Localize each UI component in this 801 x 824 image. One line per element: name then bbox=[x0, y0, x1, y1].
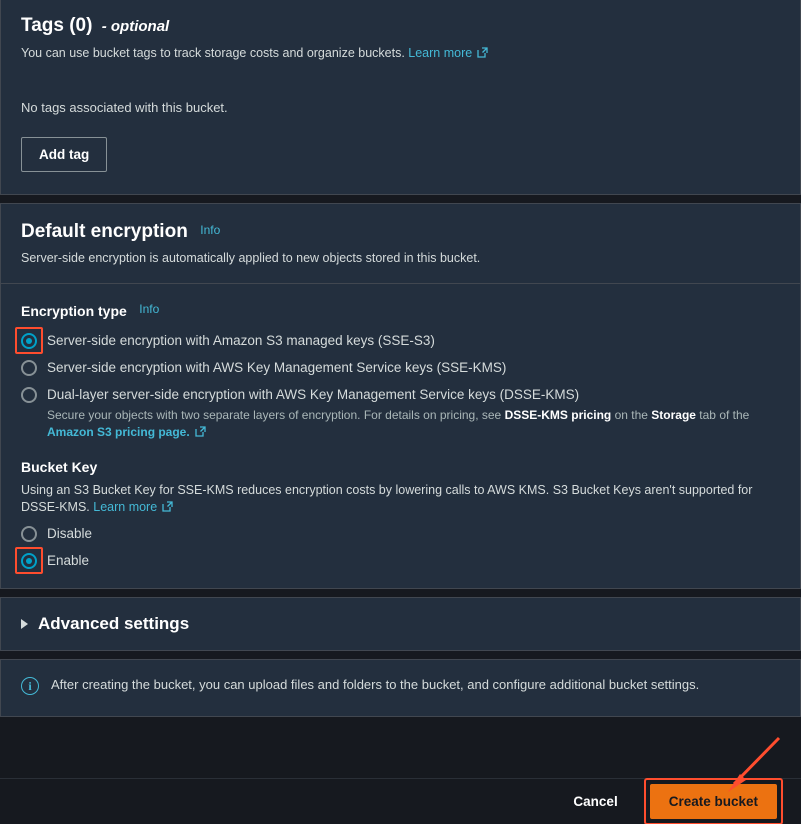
encryption-option-sse-s3[interactable] bbox=[21, 332, 780, 350]
encryption-type-label-row bbox=[21, 302, 780, 321]
info-banner-text: After creating the bucket, you can upload files and folders to the bucket, and configure additional bucket settings. bbox=[51, 677, 700, 692]
radio-dsse-kms[interactable] bbox=[21, 387, 37, 403]
bucket-key-option-disable[interactable] bbox=[21, 525, 780, 543]
encryption-body bbox=[1, 284, 800, 588]
dsse-pricing-bold: DSSE-KMS pricing bbox=[504, 408, 612, 422]
bucket-key-note-row bbox=[21, 482, 780, 516]
bucket-key-option-label: Disable bbox=[47, 526, 93, 541]
info-banner bbox=[0, 659, 801, 717]
encryption-option-sse-kms[interactable] bbox=[21, 359, 780, 377]
create-bucket-highlight bbox=[644, 778, 783, 824]
encryption-type-label: Encryption type bbox=[21, 303, 127, 319]
radio-bucket-key-disable[interactable] bbox=[21, 526, 37, 542]
tags-description-row bbox=[21, 45, 780, 62]
encryption-description: Server-side encryption is automatically applied to new objects stored in this bucket. bbox=[21, 251, 481, 265]
dsse-note-part-3: tab of the bbox=[695, 408, 750, 422]
encryption-option-dsse-kms[interactable] bbox=[21, 386, 780, 404]
bucket-key-learn-more-link[interactable]: Learn more bbox=[93, 500, 158, 514]
advanced-settings-title: Advanced settings bbox=[38, 614, 190, 633]
tags-empty-text: No tags associated with this bucket. bbox=[21, 100, 228, 115]
chevron-right-icon bbox=[21, 619, 28, 629]
external-link-icon bbox=[162, 501, 173, 512]
radio-sse-kms[interactable] bbox=[21, 360, 37, 376]
encryption-option-label: Dual-layer server-side encryption with AWS Key Management Service keys (DSSE-KMS) bbox=[47, 387, 580, 402]
tags-learn-more-link[interactable]: Learn more bbox=[408, 46, 473, 60]
encryption-header bbox=[1, 204, 800, 284]
tags-title: Tags bbox=[21, 15, 64, 36]
dsse-kms-note bbox=[47, 407, 780, 441]
bucket-key-option-label: Enable bbox=[47, 553, 90, 568]
form-footer bbox=[0, 778, 801, 824]
info-icon: i bbox=[21, 677, 39, 695]
advanced-settings-section[interactable] bbox=[0, 597, 801, 651]
bucket-key-option-enable[interactable] bbox=[21, 552, 780, 570]
dsse-note-part-1: Secure your objects with two separate layers of encryption. For details on pricing, see bbox=[47, 408, 505, 422]
dsse-note-part-2: on the bbox=[611, 408, 652, 422]
encryption-option-label: Server-side encryption with Amazon S3 managed keys (SSE-S3) bbox=[47, 333, 435, 348]
add-tag-button[interactable]: Add tag bbox=[21, 137, 107, 172]
radio-sse-s3[interactable] bbox=[21, 333, 37, 349]
bucket-key-group bbox=[21, 459, 780, 570]
encryption-type-info-link[interactable]: Info bbox=[139, 302, 160, 316]
page-title bbox=[21, 14, 169, 39]
s3-pricing-page-link[interactable]: Amazon S3 pricing page. bbox=[47, 425, 190, 439]
tags-count: (0) bbox=[69, 15, 93, 36]
bucket-key-label: Bucket Key bbox=[21, 459, 98, 475]
bucket-key-note: Using an S3 Bucket Key for SSE-KMS reduces encryption costs by lowering calls to AWS KMS. S3 Bucket Keys aren't supported for DSSE-KMS. bbox=[21, 483, 753, 514]
cancel-button[interactable]: Cancel bbox=[563, 786, 627, 817]
external-link-icon bbox=[477, 47, 488, 58]
radio-bucket-key-enable[interactable] bbox=[21, 553, 37, 569]
encryption-title: Default encryption bbox=[21, 221, 188, 242]
tags-header bbox=[1, 0, 800, 70]
storage-tab-bold: Storage bbox=[651, 408, 696, 422]
tags-description: You can use bucket tags to track storage costs and organize buckets. bbox=[21, 46, 405, 60]
default-encryption-section bbox=[0, 203, 801, 589]
external-link-icon bbox=[195, 426, 206, 437]
tags-body bbox=[1, 100, 800, 194]
encryption-info-link[interactable]: Info bbox=[200, 223, 221, 237]
create-bucket-button[interactable]: Create bucket bbox=[650, 784, 777, 819]
encryption-option-label: Server-side encryption with AWS Key Management Service keys (SSE-KMS) bbox=[47, 360, 507, 375]
tags-optional-label: - optional bbox=[101, 18, 170, 35]
tags-section bbox=[0, 0, 801, 195]
